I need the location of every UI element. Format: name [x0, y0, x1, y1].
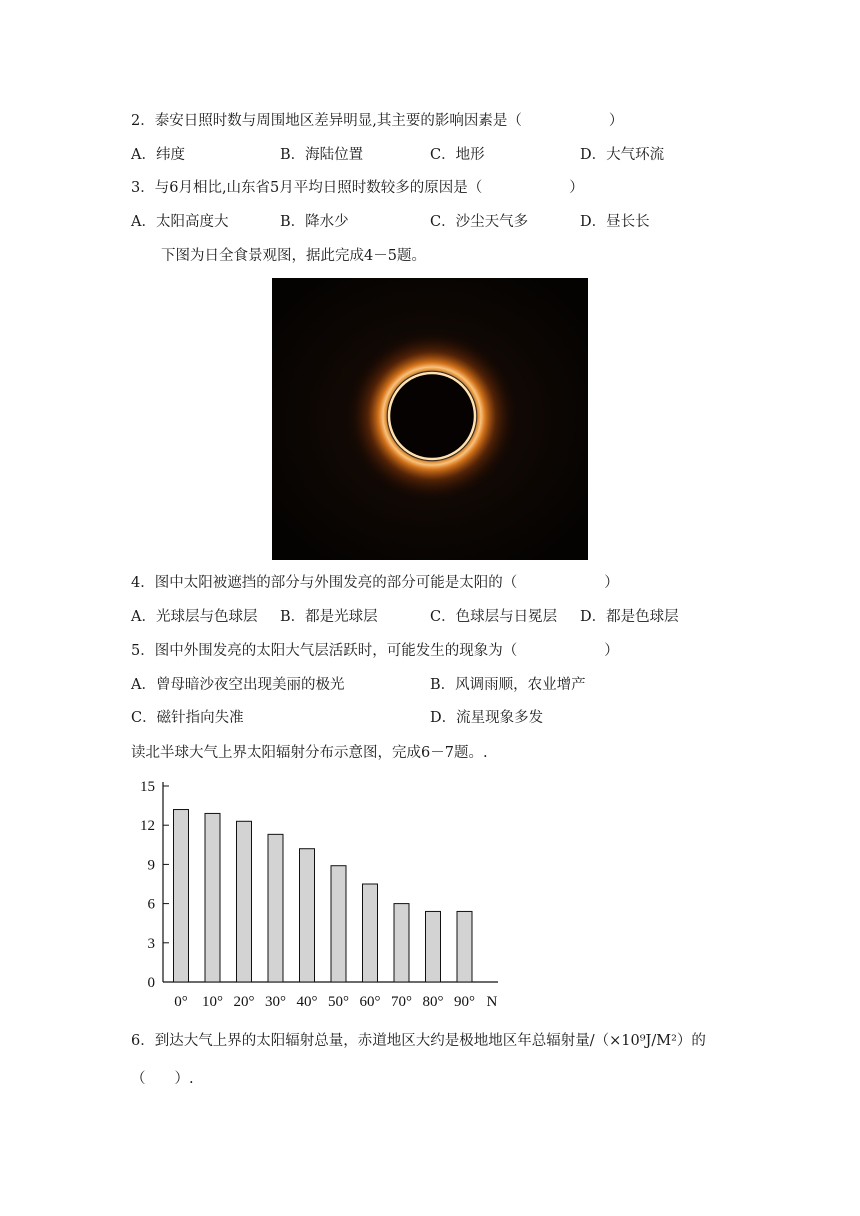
q3-option-a: A．太阳高度大 [131, 214, 229, 230]
q5-option-d: D．流星现象多发 [430, 710, 544, 726]
bar [300, 849, 315, 982]
q5-option-b: B．风调雨顺，农业增产 [430, 677, 586, 693]
q6-stem: 6．到达大气上界的太阳辐射总量，赤道地区大约是极地地区年总辐射量/（×10⁹J/M²）的 [131, 1033, 706, 1049]
q5-option-c: C．磁针指向失准 [131, 710, 244, 726]
q4-option-a: A．光球层与色球层 [131, 609, 258, 625]
x-tick-label: 90° [454, 994, 475, 1010]
q4-option-b: B．都是光球层 [280, 609, 378, 625]
q2-option-c: C．地形 [430, 147, 485, 163]
q2-stem: 2．泰安日照时数与周围地区差异明显,其主要的影响因素是（ ） [131, 113, 624, 129]
q3-option-d: D．昼长长 [580, 214, 650, 230]
q5-option-a: A．曾母暗沙夜空出现美丽的极光 [131, 677, 345, 693]
q2-option-a: A．纬度 [131, 147, 185, 163]
x-tick-label: 50° [328, 994, 349, 1010]
q3-option-c: C．沙尘天气多 [430, 214, 529, 230]
x-tick-label: 40° [296, 994, 318, 1010]
q4-stem: 4．图中太阳被遮挡的部分与外围发亮的部分可能是太阳的（ ） [131, 575, 619, 591]
bar [205, 813, 220, 982]
y-tick-label: 3 [147, 935, 155, 952]
q4-option-d: D．都是色球层 [580, 609, 679, 625]
x-tick-label: 0° [174, 994, 188, 1010]
q3-option-b: B．降水少 [280, 214, 349, 230]
x-tick-label: 10° [202, 994, 223, 1010]
x-tick-label: 20° [233, 994, 255, 1010]
bar [426, 911, 441, 982]
radiation-bar-chart [118, 772, 528, 1012]
bar [268, 834, 283, 982]
x-tick-label: 80° [422, 994, 444, 1010]
bar [363, 884, 378, 982]
bar [237, 821, 252, 982]
intro-6-7: 读北半球大气上界太阳辐射分布示意图，完成6－7题。. [131, 745, 488, 761]
y-tick-label: 12 [140, 818, 155, 835]
q3-stem: 3．与6月相比,山东省5月平均日照时数较多的原因是（ ） [131, 180, 584, 196]
x-tick-label: 60° [359, 994, 381, 1010]
q2-option-d: D．大气环流 [580, 147, 665, 163]
x-tick-label: 30° [265, 994, 286, 1010]
solar-eclipse-photo [272, 278, 588, 560]
x-tick-label: 70° [391, 994, 412, 1010]
y-tick-label: 0 [147, 975, 155, 991]
y-tick-label: 6 [147, 896, 155, 913]
q5-stem: 5．图中外围发亮的太阳大气层活跃时，可能发生的现象为（ ） [131, 643, 619, 659]
x-axis-suffix-label: N [486, 994, 498, 1010]
y-tick-label: 9 [147, 857, 155, 874]
q2-option-b: B．海陆位置 [280, 147, 364, 163]
q4-option-c: C．色球层与日冕层 [430, 609, 558, 625]
intro-4-5: 下图为日全食景观图，据此完成4－5题。 [161, 248, 426, 264]
y-tick-label: 15 [140, 779, 155, 795]
bar [394, 904, 409, 982]
bar [457, 911, 472, 982]
bar [331, 866, 346, 982]
q6-blank: （ ）. [131, 1071, 194, 1087]
bar [174, 810, 189, 982]
